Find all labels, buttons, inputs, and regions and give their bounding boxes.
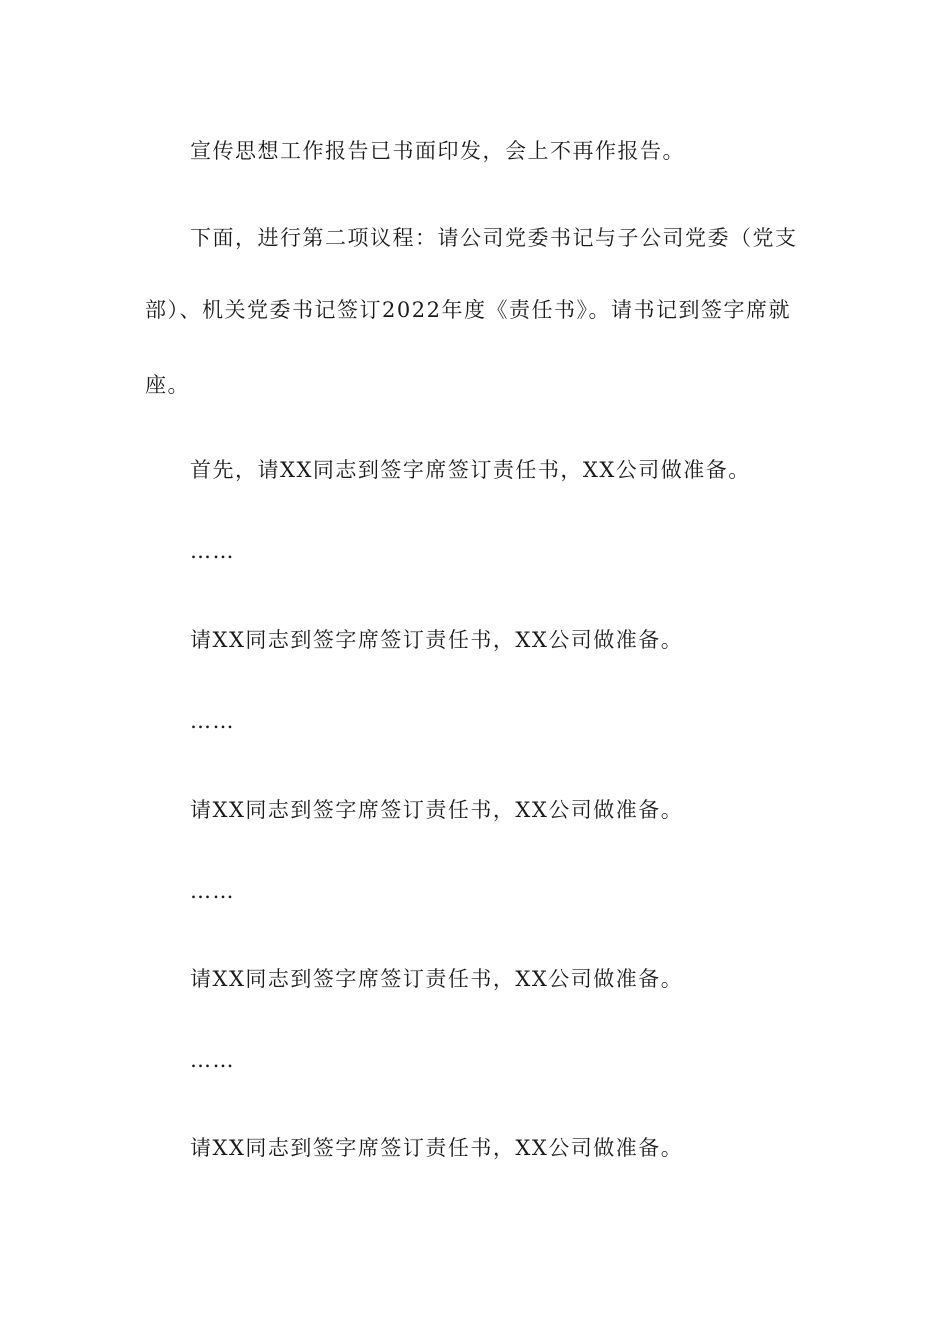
paragraph-report-notice: 宣传思想工作报告已书面印发，会上不再作报告。 (190, 139, 685, 163)
ellipsis-line: …… (190, 1048, 235, 1072)
paragraph-signing: 请XX同志到签字席签订责任书，XX公司做准备。 (190, 798, 684, 822)
paragraph-signing: 请XX同志到签字席签订责任书，XX公司做准备。 (190, 628, 684, 652)
paragraph-signing: 请XX同志到签字席签订责任书，XX公司做准备。 (190, 1136, 684, 1160)
paragraph-agenda-line-1: 下面，进行第二项议程：请公司党委书记与子公司党委（党支 (190, 226, 798, 250)
paragraph-agenda-line-2: 部）、机关党委书记签订2022年度《责任书》。请书记到签字席就 (145, 298, 791, 322)
paragraph-signing: 请XX同志到签字席签订责任书，XX公司做准备。 (190, 967, 684, 991)
ellipsis-line: …… (190, 539, 235, 563)
paragraph-agenda-line-3: 座。 (145, 373, 190, 397)
paragraph-first-signing: 首先，请XX同志到签字席签订责任书，XX公司做准备。 (190, 458, 751, 482)
ellipsis-line: …… (190, 709, 235, 733)
ellipsis-line: …… (190, 879, 235, 903)
